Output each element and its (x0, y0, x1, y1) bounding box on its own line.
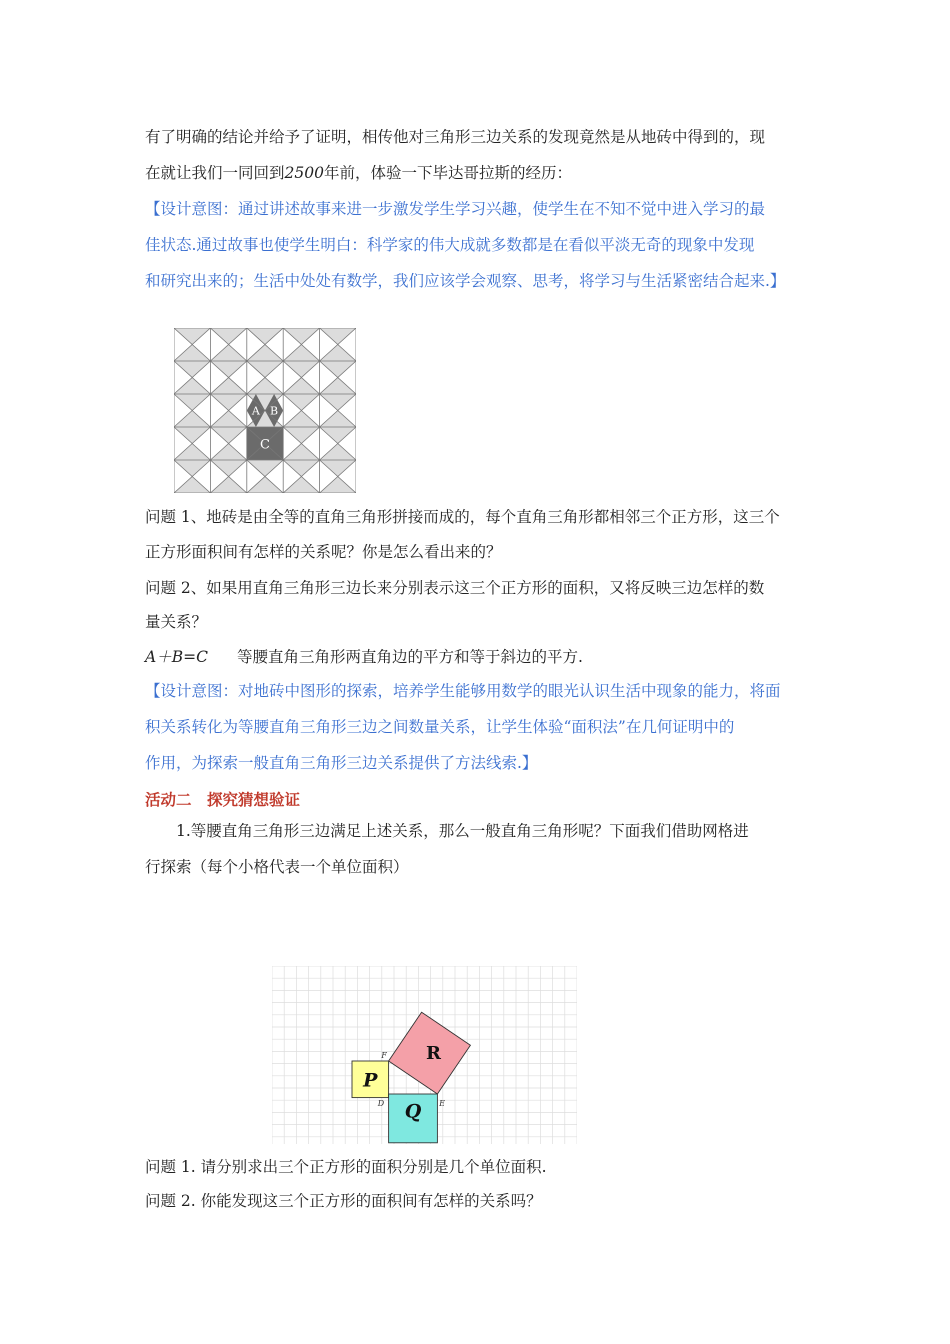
activity-2-heading: 活动二 探究猜想验证 (145, 790, 301, 809)
label-f: F (381, 1051, 387, 1060)
design-intent-2-line-2: 积关系转化为等腰直角三角形三边之间数量关系，让学生体验“面积法”在几何证明中的 (145, 718, 735, 736)
label-d: D (377, 1099, 385, 1108)
part2-question-2: 问题 2. 你能发现这三个正方形的面积间有怎样的关系吗？ (145, 1192, 542, 1210)
question-2-line-2: 量关系？ (145, 613, 208, 631)
formula: A＋B=C (145, 648, 208, 666)
intro-line-1: 有了明确的结论并给予了证明，相传他对三角形三边关系的发现竟然是从地砖中得到的，现 (145, 128, 766, 146)
question-2-line-1: 问题 2、如果用直角三角形三边长来分别表示这三个正方形的面积，又将反映三边怎样的数 (145, 579, 765, 597)
formula-conclusion: 等腰直角三角形两直角边的平方和等于斜边的平方. (237, 648, 583, 666)
question-1-line-2: 正方形面积间有怎样的关系呢？你是怎么看出来的？ (145, 543, 502, 561)
label-r: R (426, 1043, 441, 1065)
label-e: E (439, 1099, 445, 1108)
formula-line (145, 646, 810, 668)
label-q: Q (404, 1100, 422, 1123)
unit-grid-figure (272, 966, 577, 1144)
activity-2-item-1-line-1: 1.等腰直角三角形三边满足上述关系，那么一般直角三角形呢？下面我们借助网格进 (176, 822, 749, 840)
intro-line-2 (145, 162, 810, 184)
intro-line-2-post: 年前，体验一下毕达哥拉斯的经历： (323, 164, 572, 182)
year-2500: 2500 (284, 164, 324, 182)
tile-label-c: C (260, 437, 270, 453)
tile-label-b: B (270, 404, 279, 418)
part2-question-1: 问题 1. 请分别求出三个正方形的面积分别是几个单位面积. (145, 1158, 547, 1176)
floor-tile-figure (174, 328, 356, 493)
intro-line-2-pre: 在就让我们一同回到 (145, 164, 285, 182)
design-intent-2-line-3: 作用，为探索一般直角三角形三边关系提供了方法线索.】 (145, 754, 538, 772)
design-intent-1-line-2: 佳状态.通过故事也使学生明白：科学家的伟大成就多数都是在看似平淡无奇的现象中发现 (145, 236, 755, 254)
design-intent-1-line-1: 【设计意图：通过讲述故事来进一步激发学生学习兴趣，使学生在不知不觉中进入学习的最 (145, 200, 766, 218)
design-intent-1-line-3: 和研究出来的；生活中处处有数学，我们应该学会观察、思考，将学习与生活紧密结合起来.】 (145, 272, 786, 290)
label-p: P (363, 1069, 378, 1092)
activity-2-item-1-line-2: 行探索（每个小格代表一个单位面积） (145, 858, 409, 876)
design-intent-2-line-1: 【设计意图：对地砖中图形的探索，培养学生能够用数学的眼光认识生活中现象的能力，将面 (145, 682, 781, 700)
question-1-line-1: 问题 1、地砖是由全等的直角三角形拼接而成的，每个直角三角形都相邻三个正方形，这三个 (145, 508, 780, 526)
tile-label-a: A (251, 404, 260, 418)
